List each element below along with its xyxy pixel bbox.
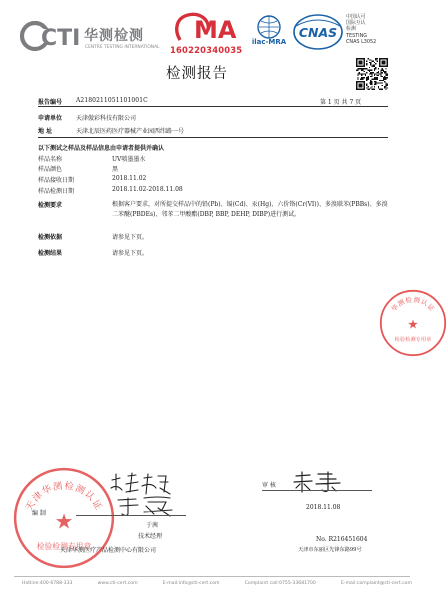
page-info: 第 1 页 共 7 页 [320,99,362,106]
sample-receipt-date-label: 样品接收日期 [38,177,75,184]
cma-number: 160220340035 [170,45,243,55]
seal-right-text: 华测检测认证 [389,295,437,314]
seal-left-text: 天津华测检测认证 [23,480,105,513]
signer-title: 技术经理 [138,533,163,540]
footer-email-link[interactable]: E-mail:info@cti-cert.com [162,581,220,586]
cnas-info-line: TESTING [346,32,368,39]
conclusion-label: 检测结果 [38,250,63,257]
star-icon: ★ [54,509,74,534]
seal-right-subtext: 检验检测专用章 [394,337,432,344]
official-seal [378,288,448,358]
divider [38,137,388,138]
report-number-label: 报告编号 [38,99,63,106]
sample-section-heading: 以下测试之样品及样品信息由申请者提供并确认 [38,145,165,152]
footer-divider [14,576,410,577]
signature-line [262,490,372,491]
sample-name-value: UV喷墨墨水 [112,156,146,163]
document-title: 检测报告 [166,66,228,82]
signer-name: 于茜 [146,522,159,529]
signature-line [76,515,186,516]
certificate-address: 天津市东丽区先锋东路99号 [298,547,362,553]
cnas-info-line: 检测 [346,26,356,33]
company-name: 天津华测医疗产品检测中心有限公司 [60,547,157,554]
sample-test-date-label: 样品检测日期 [38,188,75,195]
cnas-info-line: 国际互认 [346,20,366,27]
signature-date: 2018.11.08 [306,504,341,511]
svg-text:华测检测认证 [389,295,437,313]
cma-mark: MA [194,16,237,44]
certificate-number: No. R216451604 [316,536,368,543]
cnas-info-line: CNAS L3052 [346,38,377,45]
footer-hotline: Hotline:400-6788-333 [22,581,73,586]
applicant-label: 申请单位 [38,115,63,122]
prepared-by-label: 编 制 [32,510,46,517]
divider [38,106,388,107]
cti-logo [18,20,168,52]
requirements-text: 根据客户要求，对所提交样品中的铅(Pb)、镉(Cd)、汞(Hg)、六价铬(Cr(VI))、多溴联苯(PBBs)、多溴二苯醚(PBDEs)、邻苯二甲酸酯(DBP, BBP, DEHP, DIBP)进行测试。 [112,201,388,218]
approved-by-label: 审 核 [262,482,276,489]
sample-name-label: 样品名称 [38,156,63,163]
sample-test-date-value: 2018.11.02-2018.11.08 [112,186,183,193]
cnas-info [346,14,376,45]
address-label: 地 址 [38,128,53,135]
footer-complaint-email-link[interactable]: E-mail:complaint@cti-cert.com [341,581,412,586]
sample-color-value: 黑 [112,166,119,173]
report-number: A2180211051101001C [76,97,148,104]
basis-value: 请参见下页。 [112,234,149,241]
footer-complaint-phone: Complaint call:0755-33681700 [244,581,316,586]
cti-name-cn: 华测检测 [84,28,144,44]
footer [22,581,412,586]
cnas-text: CNAS [298,25,338,40]
ilac-text: ilac-MRA [251,38,287,46]
address-value: 天津北辰医药医疗器械产业园西纬路一号 [76,128,185,135]
seal-left-subtext: 检验检测专用章 [36,542,92,552]
conclusion-value: 请参见下页。 [112,250,149,257]
applicant-value: 天津傲彩科技有限公司 [76,115,137,122]
ilac-mra-logo [248,14,290,46]
cnas-logo [292,12,344,52]
sample-color-label: 样品颜色 [38,166,63,173]
qr-code [356,58,388,90]
cnas-info-line: 中国认可 [346,14,366,20]
cti-brand: CTI [41,26,81,51]
cti-name-en: CENTRE TESTING INTERNATIONAL [85,45,160,50]
official-seal [12,466,116,570]
basis-label: 检测依据 [38,234,63,241]
cma-logo [172,10,244,46]
sample-receipt-date-value: 2018.11.02 [112,175,147,182]
star-icon: ★ [407,316,419,332]
footer-website-link[interactable]: www.cti-cert.com [97,581,138,586]
requirements-label: 检测要求 [38,202,63,209]
